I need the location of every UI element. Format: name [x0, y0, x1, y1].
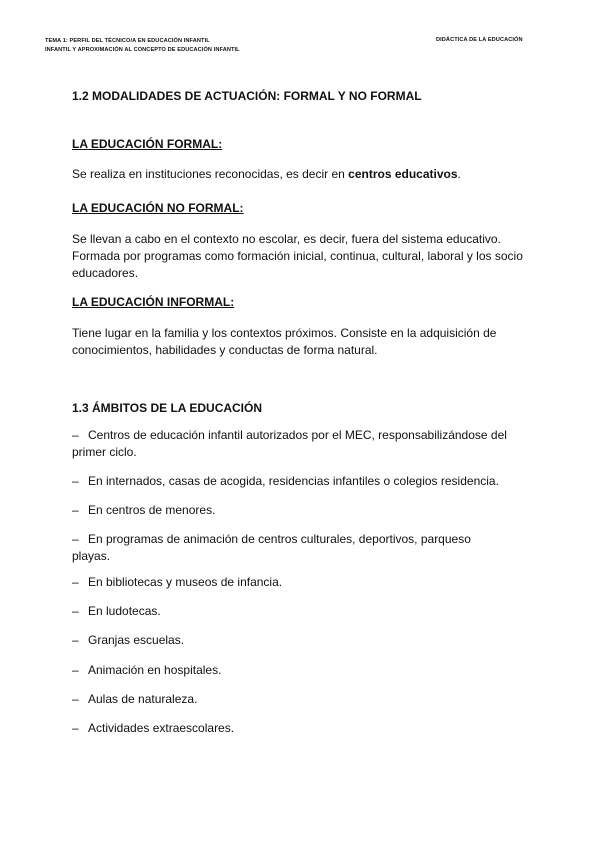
dash-bullet: –	[72, 633, 79, 647]
list-item	[72, 531, 512, 565]
list-item	[72, 720, 512, 737]
list-item-text: Centros de educación infantil autorizados por el MEC, responsabilizándose del	[88, 428, 507, 442]
informal-line: conocimientos, habilidades y conductas de forma natural.	[72, 343, 378, 357]
list-item	[72, 603, 512, 620]
list-item	[72, 632, 512, 649]
list-item-text: En bibliotecas y museos de infancia.	[88, 575, 283, 589]
paragraph-no-formal	[72, 231, 532, 282]
formal-text-end: .	[457, 167, 461, 181]
list-item-text: playas.	[72, 549, 111, 563]
formal-text-start: Se realiza en instituciones reconocidas, es decir en	[72, 167, 349, 181]
dash-bullet: –	[72, 721, 79, 735]
list-item-text: Aulas de naturaleza.	[88, 692, 198, 706]
no-formal-line: Formada por programas como formación inicial, continua, cultural, laboral y los socio	[72, 249, 523, 263]
dash-bullet: –	[72, 503, 79, 517]
informal-line: Tiene lugar en la familia y los contextos próximos. Consiste en la adquisición de	[72, 326, 497, 340]
page-header-left	[45, 37, 240, 55]
heading-educacion-informal: LA EDUCACIÓN INFORMAL:	[72, 295, 235, 309]
dash-bullet: –	[72, 428, 79, 442]
list-item	[72, 691, 512, 708]
list-item	[72, 473, 512, 490]
list-item-text: En internados, casas de acogida, residencias infantiles o colegios residencia.	[88, 474, 499, 488]
list-item-text: primer ciclo.	[72, 445, 137, 459]
dash-bullet: –	[72, 575, 79, 589]
section-title-modalidades: 1.2 MODALIDADES DE ACTUACIÓN: FORMAL Y NO FORMAL	[72, 89, 422, 103]
list-item	[72, 427, 512, 461]
dash-bullet: –	[72, 532, 79, 546]
page-header-right: DIDÁCTICA DE LA EDUCACIÓN	[436, 37, 523, 43]
heading-educacion-no-formal: LA EDUCACIÓN NO FORMAL:	[72, 201, 244, 215]
dash-bullet: –	[72, 474, 79, 488]
list-item	[72, 502, 512, 519]
list-item-text: En programas de animación de centros culturales, deportivos, parqueso	[88, 532, 471, 546]
header-line-2: INFANTIL Y APROXIMACIÓN AL CONCEPTO DE EDUCACIÓN INFANTIL	[45, 47, 240, 53]
dash-bullet: –	[72, 604, 79, 618]
list-item-text: En ludotecas.	[88, 604, 161, 618]
no-formal-line: Se llevan a cabo en el contexto no escolar, es decir, fuera del sistema educativo.	[72, 232, 501, 246]
list-item-text: Animación en hospitales.	[88, 663, 222, 677]
list-item-text: Granjas escuelas.	[88, 633, 185, 647]
list-item-text: Actividades extraescolares.	[88, 721, 235, 735]
paragraph-formal	[72, 166, 532, 183]
list-item-text: En centros de menores.	[88, 503, 216, 517]
list-item	[72, 574, 512, 591]
no-formal-line: educadores.	[72, 266, 139, 280]
list-item	[72, 662, 512, 679]
heading-educacion-formal: LA EDUCACIÓN FORMAL:	[72, 137, 223, 151]
dash-bullet: –	[72, 663, 79, 677]
formal-text-bold: centros educativos	[348, 167, 458, 181]
header-line-1: TEMA 1: PERFIL DEL TÉCNICO/A EN EDUCACIÓN INFANTIL	[45, 38, 210, 44]
paragraph-informal	[72, 325, 532, 359]
section-title-ambitos: 1.3 ÁMBITOS DE LA EDUCACIÓN	[72, 401, 263, 415]
dash-bullet: –	[72, 692, 79, 706]
